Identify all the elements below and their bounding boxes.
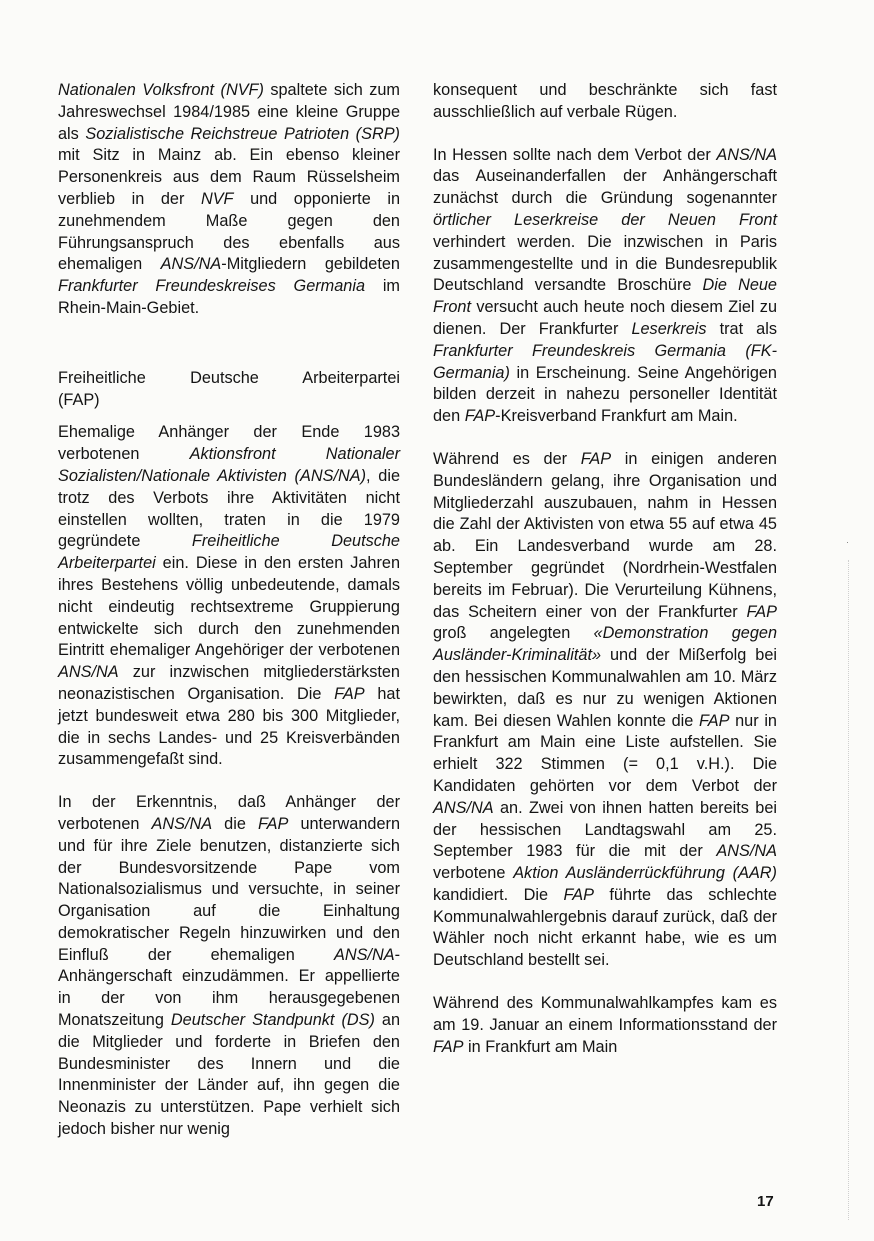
section-heading-line: Freiheitliche Deutsche Arbeiterpartei bbox=[58, 368, 400, 387]
text-run: trat als bbox=[706, 319, 777, 338]
text-run: Ehemalige Anhänger der Ende 1983 verbotenen bbox=[58, 423, 400, 464]
text-run: , die trotz des Verbots ihre Aktivitäten nicht einstellen wollten, traten in die 1979 gegründete bbox=[58, 466, 401, 551]
text-run: verhindert werden. Die inzwischen in Paris zusammengestellte und in die Bundesrepublik Deutschland versandte Broschüre bbox=[433, 232, 777, 295]
text-run: die bbox=[212, 814, 258, 833]
paragraph bbox=[433, 993, 777, 1058]
text-run: und opponierte in zunehmendem Maße gegen den Führungsanspruch des ebenfalls aus ehemaligen bbox=[58, 189, 400, 274]
italic-text: FAP bbox=[563, 885, 594, 904]
text-run: unterwandern und für ihre Ziele benutzen, distanzierte sich der Bundesvorsitzende Pape vom Nationalsozialismus und versuchte, in seiner Organisation auf die Einhaltung demokratischer Regeln hinzuwirken und den Einfluß der ehemaligen bbox=[58, 814, 401, 964]
italic-text: FAP bbox=[580, 449, 612, 468]
italic-text: Aktion Ausländerrückführung (AAR) bbox=[513, 864, 777, 883]
text-run: ein. Diese in den ersten Jahren ihres Bestehens völlig unbedeutende, damals nicht eindeutig rechtsextreme Gruppierung entwickelte sich durch den zunehmenden Eintritt ehemaliger Angehöriger der verbotenen bbox=[58, 554, 400, 660]
italic-text: ANS/NA bbox=[58, 663, 119, 682]
text-run: -Kreisverband Frankfurt am Main. bbox=[495, 407, 738, 426]
text-run: verbotene bbox=[433, 864, 514, 883]
italic-text: Leserkreis bbox=[631, 319, 707, 338]
text-run: konsequent und beschränkte sich fast ausschließlich auf verbale Rügen. bbox=[433, 81, 777, 121]
text-run: und der Mißerfolg bei den hessischen Kommunalwahlen am 10. März bewirkten, daß es nur zu wenigen Aktionen kam. Bei diesen Wahlen konnte die bbox=[433, 646, 777, 730]
italic-text: ANS/NA bbox=[151, 814, 213, 833]
italic-text: Frankfurter Freundeskreis Germania (FK-Germania) bbox=[433, 341, 777, 382]
text-run: zur inzwischen mitgliederstärksten neonazistischen Organisation. Die bbox=[58, 663, 400, 703]
text-run: Während es der bbox=[433, 449, 581, 468]
italic-text: FAP bbox=[257, 814, 289, 833]
italic-text: FAP bbox=[698, 711, 730, 730]
italic-text: Freiheitliche Deutsche Arbeiterpartei bbox=[58, 532, 400, 573]
italic-text: NVF bbox=[200, 189, 234, 208]
italic-text: örtlicher Leserkreise der Neuen Front bbox=[433, 210, 777, 229]
italic-text: Frankfurter Freundeskreises Germania bbox=[58, 277, 366, 296]
text-run: hat jetzt bundesweit etwa 280 bis 300 Mitglieder, die in sechs Landes- und 25 Kreisverbänden zusammengefaßt sind. bbox=[58, 684, 400, 769]
section-heading bbox=[58, 368, 400, 412]
text-run: mit Sitz in Mainz ab. Ein ebenso kleiner Personenkreis aus dem Raum Rüsselsheim verblieb in der bbox=[58, 146, 400, 208]
right-column bbox=[433, 80, 777, 1079]
paragraph bbox=[433, 145, 777, 428]
paragraph bbox=[58, 422, 400, 771]
text-run: -Mitgliedern gebildeten bbox=[221, 255, 400, 274]
paragraph bbox=[58, 80, 400, 320]
text-run: in Frankfurt am Main bbox=[463, 1037, 618, 1056]
text-run: in einigen anderen Bundesländern gelang, ihre Organisation und Mitgliederzahl auszubauen, nahm in Hessen die Zahl der Aktivisten von etwa 55 auf etwa 45 ab. Ein Landesverband wurde am 28. September gegründet (Nordrhein-Westfalen bereits im Februar). Die Verurteilung Kühnens, das Scheitern einer von der Frankfurter bbox=[433, 449, 777, 621]
text-run: im Rhein-Main-Gebiet. bbox=[58, 277, 400, 317]
italic-text: Aktionsfront Nationaler Sozialisten/Nationale Aktivisten (ANS/NA) bbox=[58, 445, 400, 485]
text-run: in Erscheinung. Seine Angehörigen bilden derzeit in nahezu personeller Identität den bbox=[433, 363, 777, 426]
text-run: In Hessen sollte nach dem Verbot der bbox=[433, 145, 717, 164]
italic-text: ANS/NA bbox=[160, 255, 222, 274]
italic-text: ANS/NA bbox=[716, 842, 777, 861]
italic-text: FAP bbox=[334, 684, 365, 703]
italic-text: ANS/NA bbox=[433, 798, 494, 817]
italic-text: FAP bbox=[464, 407, 496, 426]
section-heading-line: (FAP) bbox=[58, 390, 100, 409]
scan-mark: · bbox=[846, 537, 849, 547]
text-run: nur in Frankfurt am Main eine Liste aufstellen. Sie erhielt 322 Stimmen (= 0,1 v.H.). Die Kandidaten gehörten vor dem Verbot der bbox=[433, 711, 777, 795]
text-run: an die Mitglieder und forderte in Briefen den Bundesminister des Innern und die Innenminister der Länder auf, ihn gegen die Neonazis zu unterstützen. Pape verhielt sich jedoch bisher nur wenig bbox=[58, 1011, 401, 1139]
text-run: spaltete sich zum Jahreswechsel 1984/1985 eine kleine Gruppe als bbox=[58, 81, 400, 143]
italic-text: Die Neue Front bbox=[433, 276, 777, 317]
text-run: kandidiert. Die bbox=[433, 885, 564, 904]
left-column bbox=[58, 80, 400, 1162]
italic-text: Nationalen Volksfront (NVF) bbox=[58, 81, 264, 99]
text-run: In der Erkenntnis, daß Anhänger der verbotenen bbox=[58, 793, 400, 833]
paragraph bbox=[433, 449, 777, 972]
text-run: führte das schlechte Kommunalwahlergebnis darauf zurück, daß der Wähler noch nicht erkannt habe, wie es um Deutschland bestellt sei. bbox=[433, 885, 777, 970]
italic-text: ANS/NA bbox=[333, 945, 395, 964]
text-run: -Anhängerschaft einzudämmen. Er appellierte in der von ihm herausgegebenen Monatszeitung bbox=[58, 945, 400, 1030]
text-run: das Auseinanderfallen der Anhängerschaft zunächst durch die Gründung sogenannter bbox=[433, 167, 777, 208]
text-run: groß angelegten bbox=[433, 624, 594, 643]
page-number: 17 bbox=[757, 1193, 774, 1210]
text-run: an. Zwei von ihnen hatten bereits bei der hessischen Landtagswahl am 25. September 1983 für die mit der bbox=[433, 798, 777, 861]
italic-text: «Demonstration gegen Ausländer-Kriminalität» bbox=[433, 624, 777, 665]
scan-edge-line bbox=[848, 560, 850, 1220]
text-run: versucht auch heute noch diesem Ziel zu dienen. Der Frankfurter bbox=[433, 298, 777, 338]
italic-text: Sozialistische Reichstreue Patrioten (SRP) bbox=[85, 124, 400, 143]
italic-text: ANS/NA bbox=[716, 145, 777, 164]
paragraph bbox=[58, 792, 400, 1141]
italic-text: FAP bbox=[746, 602, 777, 621]
italic-text: Deutscher Standpunkt (DS) bbox=[170, 1011, 375, 1030]
paragraph bbox=[433, 80, 777, 124]
text-run: Während des Kommunalwahlkampfes kam es am 19. Januar an einem Informationsstand der bbox=[433, 994, 777, 1034]
italic-text: FAP bbox=[433, 1037, 464, 1056]
